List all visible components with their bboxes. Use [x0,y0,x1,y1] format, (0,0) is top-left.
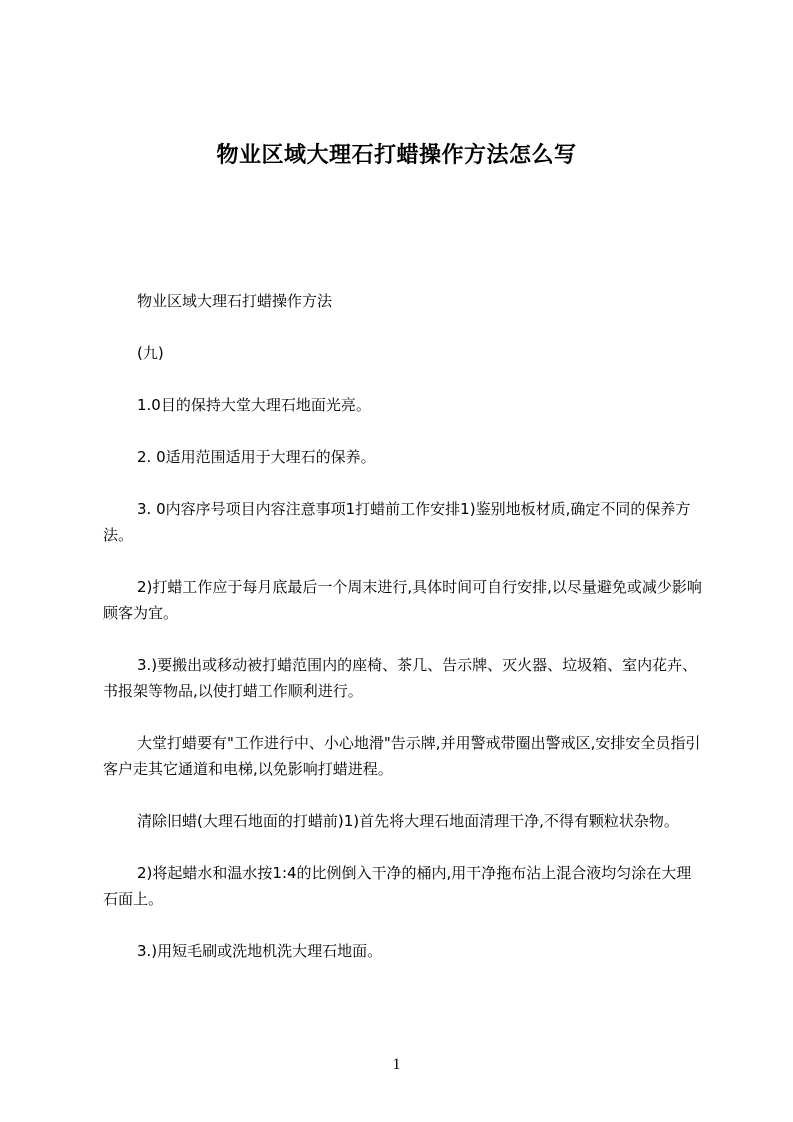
paragraph-stripper-mix: 2)将起蜡水和温水按1:4的比例倒入干净的桶内,用干净拖布沾上混合液均匀涂在大理石面上。 [103,864,692,908]
paragraph-section-number: (九) [137,344,164,362]
document-body [103,288,703,990]
paragraph-scrub: 3.)用短毛刷或洗地机洗大理石地面。 [137,942,383,960]
paragraph-schedule: 2)打蜡工作应于每月底最后一个周末进行,具体时间可自行安排,以尽量避免或减少影响顾客为宜。 [103,578,702,622]
paragraph-remove-old-wax: 清除旧蜡(大理石地面的打蜡前)1)首先将大理石地面清理干净,不得有颗粒状杂物。 [137,812,679,830]
paragraph-move-items: 3.)要搬出或移动被打蜡范围内的座椅、茶几、告示牌、灭火器、垃圾箱、室内花卉、书报架等物品,以使打蜡工作顺利进行。 [103,656,698,700]
paragraph-content-intro: 3. 0内容序号项目内容注意事项1打蜡前工作安排1)鉴别地板材质,确定不同的保养方法。 [103,500,691,544]
page-number: 1 [392,1056,401,1073]
paragraph-scope: 2. 0适用范围适用于大理石的保养。 [137,448,376,466]
paragraph-purpose: 1.0目的保持大堂大理石地面光亮。 [137,396,371,414]
paragraph-warning-sign: 大堂打蜡要有"工作进行中、小心地滑"告示牌,并用警戒带圈出警戒区,安排安全员指引客户走其它通道和电梯,以免影响打蜡进程。 [103,734,701,778]
page-title: 物业区域大理石打蜡操作方法怎么写 [216,143,577,168]
paragraph-subtitle: 物业区域大理石打蜡操作方法 [137,292,333,310]
